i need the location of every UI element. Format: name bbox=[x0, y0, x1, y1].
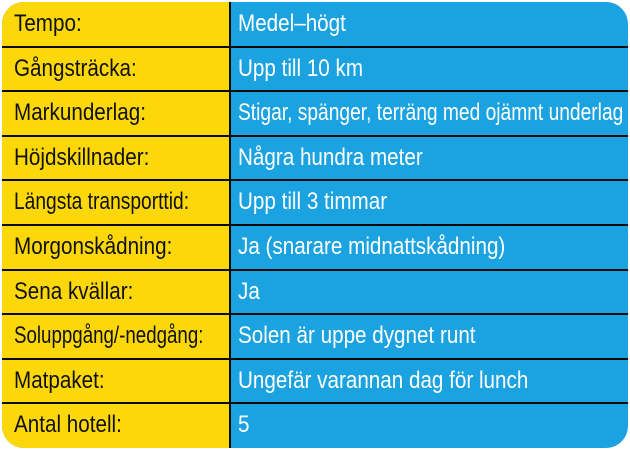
row-divider bbox=[2, 179, 628, 181]
row-divider bbox=[2, 402, 628, 404]
row-label: Höjdskillnader: bbox=[14, 143, 150, 171]
row-label: Gångsträcka: bbox=[14, 54, 137, 82]
table-row bbox=[2, 225, 628, 270]
row-value: Några hundra meter bbox=[238, 143, 423, 171]
table-row bbox=[2, 403, 628, 448]
row-divider bbox=[2, 46, 628, 48]
row-label: Antal hotell: bbox=[14, 411, 122, 439]
row-divider bbox=[2, 135, 628, 137]
row-label: Morgonskådning: bbox=[14, 233, 173, 260]
row-value: 5 bbox=[238, 411, 250, 439]
table-row bbox=[2, 270, 628, 315]
row-value: Ungefär varannan dag för lunch bbox=[238, 366, 529, 394]
row-value: Medel–högt bbox=[238, 10, 346, 37]
table-row bbox=[2, 136, 628, 181]
row-label: Sena kvällar: bbox=[14, 277, 134, 305]
row-divider bbox=[2, 224, 628, 226]
info-table bbox=[2, 2, 628, 448]
row-divider bbox=[2, 269, 628, 271]
column-divider bbox=[229, 2, 231, 448]
table-row bbox=[2, 180, 628, 225]
row-label: Markunderlag: bbox=[14, 99, 146, 127]
row-divider bbox=[2, 90, 628, 92]
row-label: Längsta transporttid: bbox=[14, 188, 190, 216]
row-divider bbox=[2, 358, 628, 360]
table-row bbox=[2, 314, 628, 359]
row-value: Solen är uppe dygnet runt bbox=[238, 322, 476, 350]
row-divider bbox=[2, 313, 628, 315]
row-label: Matpaket: bbox=[14, 366, 105, 394]
table-row bbox=[2, 359, 628, 404]
table-row bbox=[2, 91, 628, 136]
table-row bbox=[2, 47, 628, 92]
table-row bbox=[2, 2, 628, 47]
row-label: Tempo: bbox=[14, 10, 82, 37]
row-value: Stigar, spänger, terräng med ojämnt underlag bbox=[238, 99, 624, 127]
row-value: Ja bbox=[238, 277, 260, 305]
row-value: Ja (snarare midnattskådning) bbox=[238, 233, 506, 260]
row-value: Upp till 10 km bbox=[238, 54, 364, 82]
row-value: Upp till 3 timmar bbox=[238, 188, 388, 216]
row-label: Soluppgång/-nedgång: bbox=[14, 322, 204, 350]
